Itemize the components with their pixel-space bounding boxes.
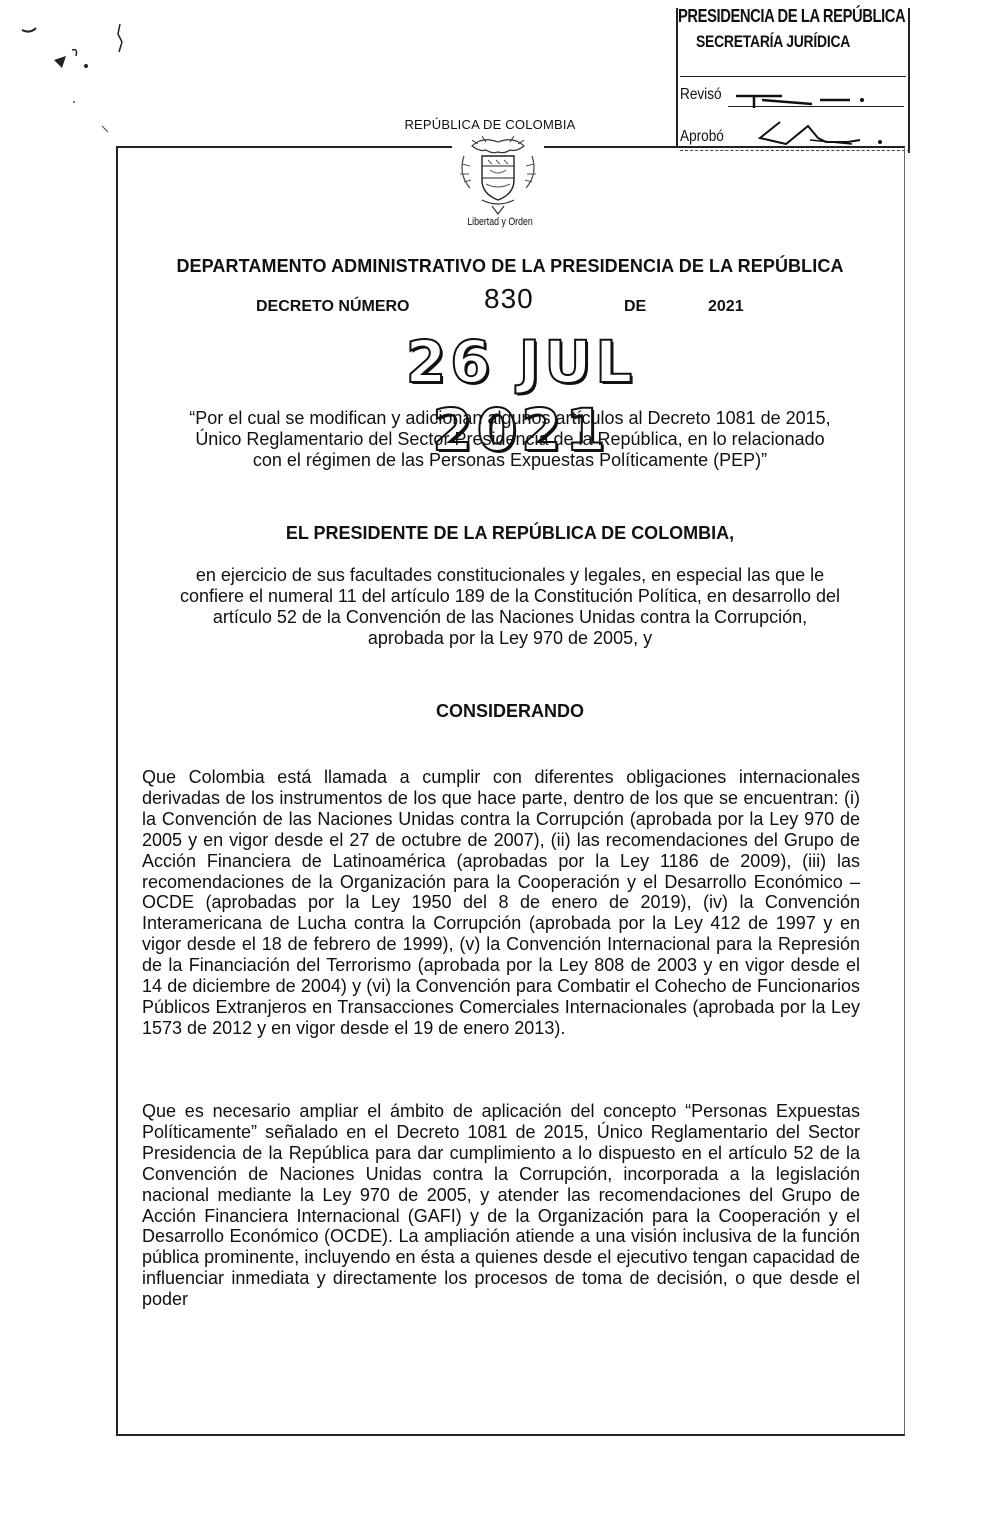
approval-stamp [672,2,912,152]
scan-marks [16,20,136,140]
stamp-reviso-label: Revisó [680,86,722,103]
stamp-title: PRESIDENCIA DE LA REPÚBLICA [678,6,906,26]
date-stamp: 26 JUL 2021 [405,328,637,464]
decree-subject [130,408,890,471]
faculties-line: confiere el numeral 11 del artículo 189 de la Constitución Política, en desarrollo del [179,586,841,606]
decree-de-label: DE [624,298,647,315]
reviso-signature [732,86,872,110]
paragraph-1: Que Colombia está llamada a cumplir con diferentes obligaciones internacionales derivadas de los instrumentos de los que hace parte, dentro de los que se encuentran: (i) la Convención de las Naciones Unidas contra la Corrupción (aprobada por la Ley 970 de 2005 y en vigor desde el 27 de octubre de 2007), (ii) las recomendaciones del Grupo de Acción Financiera de Latinoamérica (aprobadas por la Ley 1186 de 2009), (iii) las recomendaciones de la Organización para la Cooperación y el Desarrollo Económico – OCDE (aprobadas por la Ley 1950 del 8 de enero de 2019), (iv) la Convención Interamericana de Lucha contra la Corrupción (aprobada por la Ley 412 de 1997 y en vigor desde el 18 de febrero de 1999), (v) la Convención Internacional para la Represión de la Financiación del Terrorismo (aprobada por la Ley 808 de 2003 y en vigor desde el 14 de diciembre de 2004) y (vi) la Convención para Combatir el Cohecho de Funcionarios Públicos Extranjeros en Transacciones Comerciales Internacionales (aprobada por la Ley 1573 de 2012 y en vigor desde el 19 de enero 2013). [142,767,860,1038]
header-rule [542,147,902,148]
stamp-border [676,8,678,148]
stamp-aprobo-label: Aprobó [680,128,724,145]
decree-year: 2021 [708,298,744,315]
faculties-line: artículo 52 de la Convención de las Naciones Unidas contra la Corrupción, [212,607,808,627]
motto: Libertad y Orden [467,216,533,228]
subject-line: con el régimen de las Personas Expuestas Políticamente (PEP)” [252,450,768,470]
stamp-border [908,8,910,153]
subject-line: Único Reglamentario del Sector Presidencia de la República, en lo relacionado [195,429,825,449]
department-heading: DEPARTAMENTO ADMINISTRATIVO DE LA PRESIDENCIA DE LA REPÚBLICA [176,256,844,276]
subject-line: “Por el cual se modifican y adicionan algunos artículos al Decreto 1081 de 2015, [189,408,831,428]
considerando-heading: CONSIDERANDO [435,701,584,721]
coat-of-arms-icon [452,134,544,216]
aprobo-signature [756,118,896,148]
paragraph-2: Que es necesario ampliar el ámbito de aplicación del concepto “Personas Expuestas Políticamente” señalado en el Decreto 1081 de 2015, Único Reglamentario del Sector Presidencia de la República para dar cumplimiento a lo dispuesto en el artículo 52 de la Convención de Naciones Unidas contra la Corrupción, incorporada a la legislación nacional mediante la Ley 970 de 2005, y atender las recomendaciones del Grupo de Acción Financiera Internacional (GAFI) y de la Organización para la Cooperación y el Desarrollo Económico (OCDE). La ampliación atiende a una visión inclusiva de la función pública prominente, incluyendo en ésta a quienes desde el ejecutivo tengan capacidad de influenciar inmediata y directamente los procesos de toma de decisión, o que desde el poder [142,1101,860,1310]
header-rule [116,147,456,148]
stamp-divider [680,76,906,77]
faculties-text [130,565,890,649]
decree-number: 830 [484,283,534,314]
faculties-line: en ejercicio de sus facultades constitucionales y legales, en especial las que le [195,565,825,585]
republic-heading: REPÚBLICA DE COLOMBIA [404,117,576,132]
faculties-line: aprobada por la Ley 970 de 2005, y [367,628,653,648]
decree-number-label: DECRETO NÚMERO [256,298,410,315]
stamp-subtitle: SECRETARÍA JURÍDICA [696,32,851,51]
president-heading: EL PRESIDENTE DE LA REPÚBLICA DE COLOMBIA, [285,523,735,543]
